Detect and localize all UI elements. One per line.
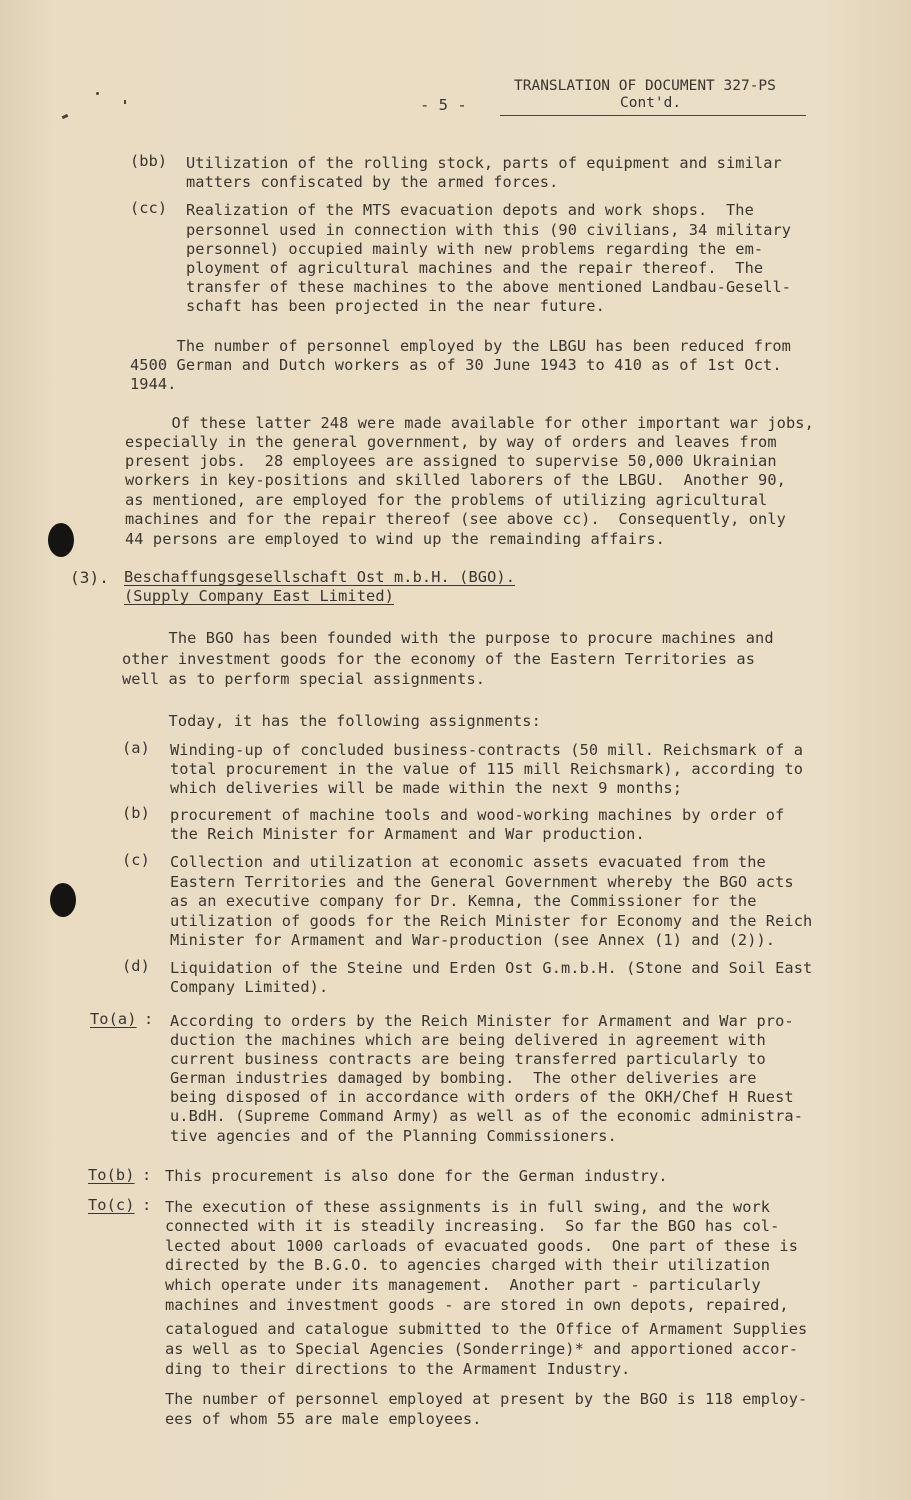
paragraph-line: ees of whom 55 are male employees.	[165, 1410, 482, 1428]
item-line: schaft has been projected in the near future.	[186, 297, 605, 315]
header-rule	[500, 115, 806, 116]
assignment-line: Winding-up of concluded business-contracts (50 mill. Reichsmark of a	[170, 741, 804, 759]
note-colon: :	[142, 1166, 152, 1184]
note-line: duction the machines which are being delivered in agreement with	[170, 1031, 766, 1049]
punch-hole-lower	[50, 883, 76, 917]
note-line: directed by the B.G.O. to agencies charged with their utilization	[165, 1256, 771, 1274]
item-line: transfer of these machines to the above mentioned Landbau-Gesell-	[186, 278, 792, 296]
paragraph-line: especially in the general government, by way of orders and leaves from	[125, 433, 777, 451]
note-line: catalogued and catalogue submitted to the Office of Armament Supplies	[165, 1320, 808, 1338]
note-line: German industries damaged by bombing. The other deliveries are	[170, 1069, 757, 1087]
note-colon: :	[144, 1010, 154, 1028]
paragraph-line: machines and for the repair thereof (see above cc). Consequently, only	[125, 510, 786, 528]
note-label: To(b)	[88, 1166, 135, 1184]
note-line: lected about 1000 carloads of evacuated goods. One part of these is	[165, 1237, 799, 1255]
punch-hole-upper	[48, 523, 74, 557]
assignment-label: (b)	[122, 804, 150, 822]
assignment-line: total procurement in the value of 115 mill Reichsmark), according to	[170, 760, 804, 778]
section-subtitle: (Supply Company East Limited)	[124, 587, 394, 605]
ink-speck	[124, 100, 126, 104]
assignment-line: utilization of goods for the Reich Minister for Economy and the Reich	[170, 912, 813, 930]
note-line: current business contracts are being transferred particularly to	[170, 1050, 766, 1068]
assignment-line: the Reich Minister for Armament and War production.	[170, 825, 645, 843]
note-colon: :	[142, 1196, 152, 1214]
paragraph-line: The number of personnel employed by the LBGU has been reduced from	[130, 337, 791, 355]
paragraph-line: The number of personnel employed at present by the BGO is 118 employ-	[165, 1390, 808, 1408]
section-number: (3).	[70, 568, 109, 587]
item-label: (cc)	[130, 199, 168, 217]
item-line: Realization of the MTS evacuation depots and work shops. The	[186, 201, 754, 219]
item-line: matters confiscated by the armed forces.	[186, 173, 559, 191]
note-line: The execution of these assignments is in full swing, and the work	[165, 1198, 771, 1216]
note-line: ding to their directions to the Armament Industry.	[165, 1360, 631, 1378]
paragraph-line: as mentioned, are employed for the problems of utilizing agricultural	[125, 491, 768, 509]
assignment-line: which deliveries will be made within the next 9 months;	[170, 779, 683, 797]
paragraph-line: 1944.	[130, 375, 177, 393]
item-label: (bb)	[130, 152, 168, 170]
assignment-label: (a)	[122, 739, 150, 757]
paragraph-line: present jobs. 28 employees are assigned to supervise 50,000 Ukrainian	[125, 452, 777, 470]
assignment-line: Collection and utilization at economic assets evacuated from the	[170, 853, 766, 871]
paragraph-line: The BGO has been founded with the purpose to procure machines and	[122, 629, 774, 647]
note-line: which operate under its management. Another part - particularly	[165, 1276, 761, 1294]
paragraph-line: 4500 German and Dutch workers as of 30 June 1943 to 410 as of 1st Oct.	[130, 356, 782, 374]
assignment-line: Company Limited).	[170, 978, 329, 996]
note-label: To(a)	[90, 1010, 137, 1028]
assignment-label: (d)	[122, 957, 150, 975]
paragraph-line: well as to perform special assignments.	[122, 670, 486, 688]
paragraph-line: Of these latter 248 were made available for other important war jobs,	[125, 414, 814, 432]
note-line: as well as to Special Agencies (Sonderringe)* and apportioned accor-	[165, 1340, 799, 1358]
note-line: tive agencies and of the Planning Commissioners.	[170, 1127, 617, 1145]
note-line: u.BdH. (Supreme Command Army) as well as of the economic administra-	[170, 1107, 804, 1125]
paragraph-line: Today, it has the following assignments:	[122, 712, 541, 730]
note-line: connected with it is steadily increasing. So far the BGO has col-	[165, 1217, 780, 1235]
assignment-label: (c)	[122, 851, 150, 869]
item-line: Utilization of the rolling stock, parts of equipment and similar	[186, 154, 782, 172]
note-line: This procurement is also done for the German industry.	[165, 1167, 668, 1185]
assignment-line: Minister for Armament and War-production (see Annex (1) and (2)).	[170, 931, 776, 949]
assignment-line: as an executive company for Dr. Kemna, the Commissioner for the	[170, 892, 757, 910]
assignment-line: Liquidation of the Steine und Erden Ost G.m.b.H. (Stone and Soil East	[170, 959, 813, 977]
paragraph-line: other investment goods for the economy of the Eastern Territories as	[122, 650, 756, 668]
ink-speck	[62, 114, 69, 119]
item-line: personnel) occupied mainly with new problems regarding the em-	[186, 240, 764, 258]
note-line: machines and investment goods - are stored in own depots, repaired,	[165, 1296, 789, 1314]
assignment-line: procurement of machine tools and wood-working machines by order of	[170, 806, 785, 824]
note-line: According to orders by the Reich Minister for Armament and War pro-	[170, 1012, 794, 1030]
note-label: To(c)	[88, 1196, 135, 1214]
page-number: - 5 -	[420, 96, 467, 114]
item-line: personnel used in connection with this (90 civilians, 34 military	[186, 221, 792, 239]
ink-speck	[96, 92, 99, 95]
continued-label: Cont'd.	[620, 95, 682, 111]
paragraph-line: workers in key-positions and skilled laborers of the LBGU. Another 90,	[125, 471, 786, 489]
document-title: TRANSLATION OF DOCUMENT 327-PS	[514, 78, 776, 94]
assignment-line: Eastern Territories and the General Government whereby the BGO acts	[170, 873, 794, 891]
paragraph-line: 44 persons are employed to wind up the remainding affairs.	[125, 530, 665, 548]
note-line: being disposed of in accordance with orders of the OKH/Chef H Ruest	[170, 1088, 794, 1106]
section-title: Beschaffungsgesellschaft Ost m.b.H. (BGO).	[124, 568, 515, 586]
item-line: ployment of agricultural machines and the repair thereof. The	[186, 259, 764, 277]
